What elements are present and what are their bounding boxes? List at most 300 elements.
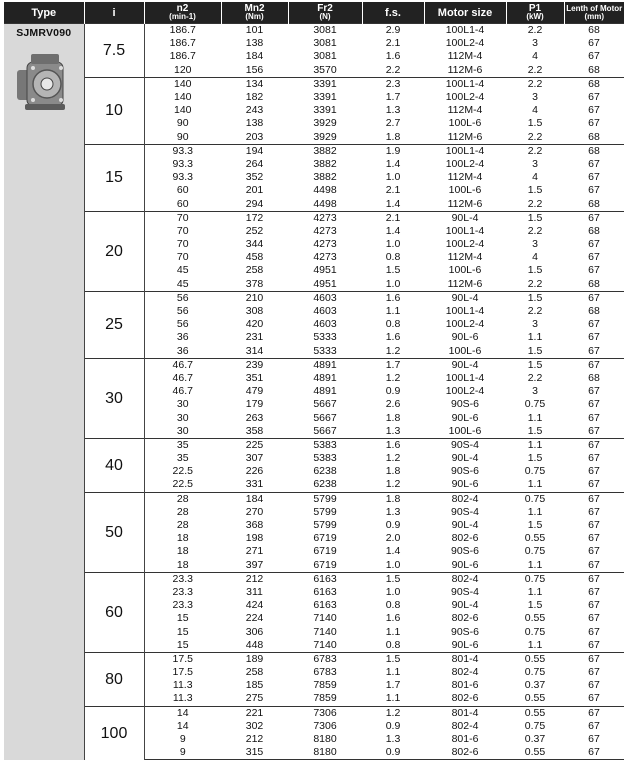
p1-cell: 0.75 [524, 666, 546, 679]
motor-size-cell: 112M-4 [447, 104, 483, 117]
n2-cell: 23.3 [144, 572, 221, 586]
p1-cell: 0.55 [524, 532, 546, 545]
n2-cell: 23.3 [172, 599, 193, 612]
n2-cell: 15 [176, 625, 189, 638]
fr2-cell: 6238 [313, 465, 337, 478]
length-cell: 67 [564, 438, 624, 452]
length-cell: 67 [564, 492, 624, 506]
ratio-cell: 80 [84, 652, 144, 706]
ratio-cell: 30 [84, 358, 144, 438]
fr2-cell: 8180 [288, 746, 362, 760]
length-cell: 67 [564, 706, 624, 720]
n2-cell: 45 [176, 264, 189, 277]
motor-size-cell: 100L1-4 [445, 371, 485, 384]
table-row [4, 291, 624, 305]
motor-size-cell: 100L-6 [448, 184, 482, 197]
n2-cell: 186.7 [144, 24, 221, 38]
mn2-cell: 275 [245, 692, 264, 705]
motor-size-cell: 112M-4 [447, 251, 483, 264]
mn2-cell: 458 [245, 251, 264, 264]
p1-cell: 4 [532, 50, 538, 63]
fr2-cell: 6238 [313, 478, 337, 491]
ratio-cell: 40 [84, 438, 144, 492]
length-cell: 67 [588, 465, 600, 478]
motor-size-cell: 100L1-4 [424, 144, 506, 158]
mn2-cell: 225 [221, 438, 288, 452]
motor-size-cell: 90L-4 [451, 519, 479, 532]
mn2-cell: 314 [245, 344, 264, 357]
p1-cell: 4 [532, 251, 538, 264]
length-cell: 67 [588, 91, 600, 104]
n2-cell: 17.5 [172, 666, 193, 679]
fr2-cell: 3882 [313, 171, 337, 184]
fs-cell: 1.7 [385, 91, 401, 104]
p1-cell: 0.75 [506, 492, 564, 506]
n2-cell: 70 [144, 211, 221, 225]
motor-size-cell: 802-4 [424, 492, 506, 506]
n2-cell: 46.7 [172, 385, 193, 398]
fs-cell: 1.8 [385, 411, 401, 424]
fs-cell: 1.3 [385, 733, 401, 746]
mn2-cell: 448 [245, 638, 264, 651]
fs-cell: 0.9 [385, 719, 401, 732]
header-mn2-unit: (Nm) [245, 11, 264, 21]
motor-size-cell: 100L2-4 [445, 238, 485, 251]
length-cell: 67 [588, 666, 600, 679]
header-fr2 [288, 2, 362, 24]
motor-size-cell: 90S-4 [450, 585, 480, 598]
header-type: Type [4, 2, 84, 24]
motor-size-cell: 801-6 [451, 733, 479, 746]
fs-cell: 1.2 [385, 371, 401, 384]
header-mn2 [221, 2, 288, 24]
mn2-cell: 203 [245, 130, 264, 143]
mn2-cell: 307 [245, 452, 264, 465]
fr2-cell: 4498 [313, 184, 337, 197]
length-cell: 67 [588, 238, 600, 251]
fr2-cell: 7306 [288, 706, 362, 720]
mn2-cell: 210 [221, 291, 288, 305]
gearbox-image [4, 48, 84, 118]
length-cell: 67 [588, 344, 600, 357]
n2-cell: 60 [176, 197, 189, 210]
mn2-cell: 344 [245, 238, 264, 251]
mn2-cell: 294 [245, 197, 264, 210]
fr2-cell: 6163 [313, 599, 337, 612]
p1-cell: 1.1 [527, 411, 543, 424]
length-cell: 67 [588, 385, 600, 398]
mn2-cell: 101 [221, 24, 288, 38]
motor-size-cell: 100L2-4 [445, 37, 485, 50]
mn2-cell: 198 [245, 532, 264, 545]
fs-cell: 0.9 [385, 385, 401, 398]
length-cell: 67 [588, 37, 600, 50]
n2-cell: 35 [144, 438, 221, 452]
fr2-cell: 7306 [313, 719, 337, 732]
fs-cell: 1.4 [385, 157, 401, 170]
length-cell: 68 [588, 224, 600, 237]
n2-cell: 30 [176, 411, 189, 424]
p1-cell: 1.5 [506, 291, 564, 305]
fr2-cell: 3882 [288, 144, 362, 158]
fr2-cell: 6719 [313, 545, 337, 558]
n2-cell: 45 [176, 277, 189, 290]
fs-cell: 1.2 [385, 478, 401, 491]
mn2-cell: 194 [221, 144, 288, 158]
p1-cell: 2.2 [506, 77, 564, 91]
p1-cell: 0.37 [524, 733, 546, 746]
fs-cell: 1.0 [385, 558, 401, 571]
n2-cell: 93.3 [172, 157, 193, 170]
p1-cell: 3 [532, 91, 538, 104]
motor-size-cell: 100L-6 [448, 264, 482, 277]
mn2-cell: 264 [245, 157, 264, 170]
motor-size-cell: 90L-6 [451, 478, 479, 491]
fs-cell: 2.9 [362, 24, 424, 38]
mn2-cell: 351 [245, 371, 264, 384]
p1-cell: 2.2 [527, 277, 543, 290]
mn2-cell: 184 [221, 492, 288, 506]
motor-size-cell: 90S-6 [450, 625, 480, 638]
fs-cell: 1.7 [385, 679, 401, 692]
p1-cell: 0.75 [524, 398, 546, 411]
length-cell: 67 [588, 638, 600, 651]
motor-size-cell: 100L1-4 [445, 224, 485, 237]
n2-cell: 140 [173, 91, 192, 104]
p1-cell: 2.2 [527, 63, 543, 76]
length-cell: 67 [588, 585, 600, 598]
n2-cell: 15 [176, 638, 189, 651]
length-cell: 68 [588, 63, 600, 76]
p1-cell: 1.1 [527, 478, 543, 491]
n2-cell: 120 [173, 63, 192, 76]
length-cell: 68 [588, 371, 600, 384]
p1-cell: 2.2 [527, 130, 543, 143]
header-fs: f.s. [362, 2, 424, 24]
p1-cell: 0.55 [524, 692, 546, 705]
length-cell: 67 [588, 719, 600, 732]
n2-cell: 14 [144, 706, 221, 720]
header-length-label: Lenth of Motor [566, 3, 623, 13]
motor-size-cell: 90L-4 [451, 452, 479, 465]
n2-cell: 56 [176, 305, 189, 318]
fs-cell: 1.6 [385, 50, 401, 63]
fs-cell: 1.7 [362, 358, 424, 372]
fs-cell: 2.3 [362, 77, 424, 91]
fr2-cell: 4273 [313, 224, 337, 237]
p1-cell: 4 [532, 104, 538, 117]
p1-cell: 1.5 [527, 344, 543, 357]
fs-cell: 1.6 [362, 438, 424, 452]
n2-cell: 36 [176, 344, 189, 357]
gearbox-spec-table [4, 2, 624, 760]
fs-cell: 1.5 [385, 264, 401, 277]
n2-cell: 15 [176, 612, 189, 625]
p1-cell: 1.1 [506, 438, 564, 452]
motor-size-cell: 90S-4 [424, 438, 506, 452]
ratio-cell: 20 [84, 211, 144, 291]
p1-cell: 3 [532, 238, 538, 251]
fs-cell: 1.4 [385, 545, 401, 558]
length-cell: 67 [588, 424, 600, 437]
mn2-cell: 134 [221, 77, 288, 91]
fr2-cell: 6783 [288, 652, 362, 666]
p1-cell: 1.5 [527, 424, 543, 437]
n2-cell: 90 [176, 130, 189, 143]
mn2-cell: 258 [245, 264, 264, 277]
p1-cell: 0.75 [524, 545, 546, 558]
length-cell: 68 [588, 197, 600, 210]
fr2-cell: 3081 [288, 24, 362, 38]
length-cell: 67 [564, 358, 624, 372]
p1-cell: 1.1 [527, 585, 543, 598]
p1-cell: 1.1 [527, 558, 543, 571]
n2-cell: 28 [176, 519, 189, 532]
n2-cell: 30 [176, 398, 189, 411]
p1-cell: 2.2 [527, 305, 543, 318]
p1-cell: 1.1 [527, 638, 543, 651]
fs-cell: 1.0 [385, 171, 401, 184]
mn2-cell: 368 [245, 519, 264, 532]
n2-cell: 18 [176, 532, 189, 545]
fr2-cell: 5799 [288, 492, 362, 506]
mn2-cell: 258 [245, 666, 264, 679]
fr2-cell: 4498 [313, 197, 337, 210]
motor-size-cell: 801-4 [424, 706, 506, 720]
length-cell: 68 [564, 144, 624, 158]
mn2-cell: 263 [245, 411, 264, 424]
length-cell: 67 [588, 318, 600, 331]
header-length [564, 2, 624, 24]
length-cell: 67 [588, 599, 600, 612]
fr2-cell: 3391 [313, 91, 337, 104]
motor-size-cell: 112M-6 [447, 277, 483, 290]
fr2-cell: 5383 [288, 438, 362, 452]
motor-size-cell: 802-6 [451, 612, 479, 625]
p1-cell: 1.5 [527, 519, 543, 532]
n2-cell: 56 [144, 291, 221, 305]
fr2-cell: 5333 [313, 344, 337, 357]
fr2-cell: 5333 [313, 331, 337, 344]
length-cell: 67 [588, 411, 600, 424]
fr2-cell: 5799 [313, 519, 337, 532]
header-n2-label: n2 [176, 2, 189, 14]
n2-cell: 35 [176, 452, 189, 465]
motor-size-cell: 802-6 [424, 746, 506, 760]
p1-cell: 0.75 [524, 465, 546, 478]
fr2-cell: 4273 [288, 211, 362, 225]
p1-cell: 2.2 [506, 24, 564, 38]
mn2-cell: 479 [245, 385, 264, 398]
length-cell: 67 [588, 505, 600, 518]
mn2-cell: 271 [245, 545, 264, 558]
fs-cell: 1.8 [385, 465, 401, 478]
motor-size-cell: 801-6 [451, 679, 479, 692]
header-mn2-label: Mn2 [244, 2, 265, 14]
header-n2-unit: (min-1) [169, 11, 196, 21]
fs-cell: 1.5 [362, 572, 424, 586]
length-cell: 67 [588, 251, 600, 264]
n2-cell: 28 [144, 492, 221, 506]
motor-size-cell: 802-4 [451, 719, 479, 732]
motor-size-cell: 801-4 [424, 652, 506, 666]
length-cell: 68 [588, 277, 600, 290]
p1-cell: 0.75 [524, 625, 546, 638]
fr2-cell: 6163 [313, 585, 337, 598]
length-cell: 67 [588, 184, 600, 197]
fr2-cell: 4951 [313, 277, 337, 290]
motor-size-cell: 100L2-4 [445, 91, 485, 104]
fs-cell: 1.4 [385, 197, 401, 210]
length-cell: 67 [588, 171, 600, 184]
fs-cell: 1.3 [385, 505, 401, 518]
p1-cell: 0.75 [524, 719, 546, 732]
p1-cell: 1.5 [527, 599, 543, 612]
motor-size-cell: 100L2-4 [445, 157, 485, 170]
fr2-cell: 4951 [313, 264, 337, 277]
mn2-cell: 352 [245, 171, 264, 184]
table-row [4, 77, 624, 91]
fs-cell: 2.1 [385, 184, 401, 197]
mn2-cell: 184 [245, 50, 264, 63]
mn2-cell: 311 [246, 585, 263, 598]
motor-size-cell: 90S-6 [450, 545, 480, 558]
fs-cell: 1.3 [385, 104, 401, 117]
motor-size-cell: 90L-6 [451, 411, 479, 424]
ratio-cell: 50 [84, 492, 144, 572]
table-row [4, 706, 624, 720]
length-cell: 67 [564, 211, 624, 225]
fs-cell: 0.8 [385, 318, 401, 331]
length-cell: 67 [588, 545, 600, 558]
fr2-cell: 3391 [288, 77, 362, 91]
fs-cell: 1.5 [362, 652, 424, 666]
table-row [4, 652, 624, 666]
length-cell: 67 [588, 532, 600, 545]
fs-cell: 1.0 [385, 238, 401, 251]
mn2-cell: 189 [221, 652, 288, 666]
fs-cell: 1.6 [362, 291, 424, 305]
fr2-cell: 7859 [313, 679, 337, 692]
motor-size-cell: 100L-6 [448, 424, 482, 437]
mn2-cell: 358 [245, 424, 264, 437]
fr2-cell: 4273 [313, 251, 337, 264]
header-ratio: i [84, 2, 144, 24]
header-p1-label: P1 [528, 2, 542, 14]
header-p1 [506, 2, 564, 24]
mn2-cell: 172 [221, 211, 288, 225]
fr2-cell: 5667 [313, 411, 337, 424]
length-cell: 67 [588, 692, 600, 705]
n2-cell: 36 [176, 331, 189, 344]
n2-cell: 28 [176, 505, 189, 518]
fs-cell: 1.0 [385, 585, 401, 598]
p1-cell: 0.55 [524, 612, 546, 625]
mn2-cell: 138 [245, 117, 264, 130]
n2-cell: 186.7 [169, 50, 196, 63]
fs-cell: 1.4 [385, 224, 401, 237]
ratio-cell: 100 [84, 706, 144, 760]
length-cell: 67 [588, 558, 600, 571]
n2-cell: 23.3 [172, 585, 193, 598]
motor-size-cell: 90S-6 [450, 465, 480, 478]
fs-cell: 1.1 [385, 692, 401, 705]
p1-cell: 1.5 [527, 117, 543, 130]
motor-size-cell: 100L2-4 [445, 318, 485, 331]
header-row [4, 2, 624, 24]
mn2-cell: 420 [245, 318, 264, 331]
fr2-cell: 7859 [313, 692, 337, 705]
motor-size-cell: 100L1-4 [424, 24, 506, 38]
mn2-cell: 212 [221, 572, 288, 586]
p1-cell: 2.2 [527, 371, 543, 384]
n2-cell: 17.5 [144, 652, 221, 666]
fr2-cell: 4603 [288, 291, 362, 305]
ratio-cell: 7.5 [84, 24, 144, 78]
n2-cell: 22.5 [172, 465, 193, 478]
p1-cell: 0.55 [506, 706, 564, 720]
fr2-cell: 4603 [313, 305, 337, 318]
fs-cell: 0.8 [385, 599, 401, 612]
fs-cell: 0.8 [385, 638, 401, 651]
mn2-cell: 378 [245, 277, 264, 290]
length-cell: 67 [588, 519, 600, 532]
fs-cell: 1.6 [385, 612, 401, 625]
mn2-cell: 243 [245, 104, 264, 117]
fs-cell: 2.1 [362, 211, 424, 225]
fr2-cell: 3570 [313, 63, 337, 76]
fr2-cell: 8180 [313, 733, 337, 746]
mn2-cell: 221 [221, 706, 288, 720]
table-row [4, 24, 624, 38]
motor-size-cell: 90L-6 [451, 331, 479, 344]
motor-size-cell: 112M-6 [447, 63, 483, 76]
motor-size-cell: 100L1-4 [424, 77, 506, 91]
n2-cell: 93.3 [172, 171, 193, 184]
p1-cell: 1.5 [506, 358, 564, 372]
motor-size-cell: 112M-6 [447, 197, 483, 210]
p1-cell: 4 [532, 171, 538, 184]
ratio-cell: 25 [84, 291, 144, 358]
fr2-cell: 3929 [313, 117, 337, 130]
fs-cell: 1.2 [385, 344, 401, 357]
mn2-cell: 224 [245, 612, 264, 625]
mn2-cell: 397 [245, 558, 264, 571]
motor-size-cell: 90S-6 [450, 398, 480, 411]
fr2-cell: 3081 [313, 50, 337, 63]
fs-cell: 2.6 [385, 398, 401, 411]
fs-cell: 1.8 [385, 130, 401, 143]
fs-cell: 1.0 [385, 277, 401, 290]
n2-cell: 93.3 [144, 144, 221, 158]
motor-size-cell: 90L-4 [424, 291, 506, 305]
mn2-cell: 156 [245, 63, 264, 76]
length-cell: 68 [588, 305, 600, 318]
fs-cell: 0.9 [362, 746, 424, 760]
mn2-cell: 231 [245, 331, 264, 344]
n2-cell: 140 [144, 77, 221, 91]
n2-cell: 11.3 [172, 692, 193, 705]
motor-size-cell: 90L-4 [424, 358, 506, 372]
header-motor-size: Motor size [424, 2, 506, 24]
n2-cell: 70 [176, 251, 189, 264]
p1-cell: 3 [532, 37, 538, 50]
length-cell: 67 [588, 625, 600, 638]
n2-cell: 56 [176, 318, 189, 331]
p1-cell: 0.75 [506, 572, 564, 586]
header-fr2-unit: (N) [319, 11, 331, 21]
p1-cell: 3 [532, 157, 538, 170]
